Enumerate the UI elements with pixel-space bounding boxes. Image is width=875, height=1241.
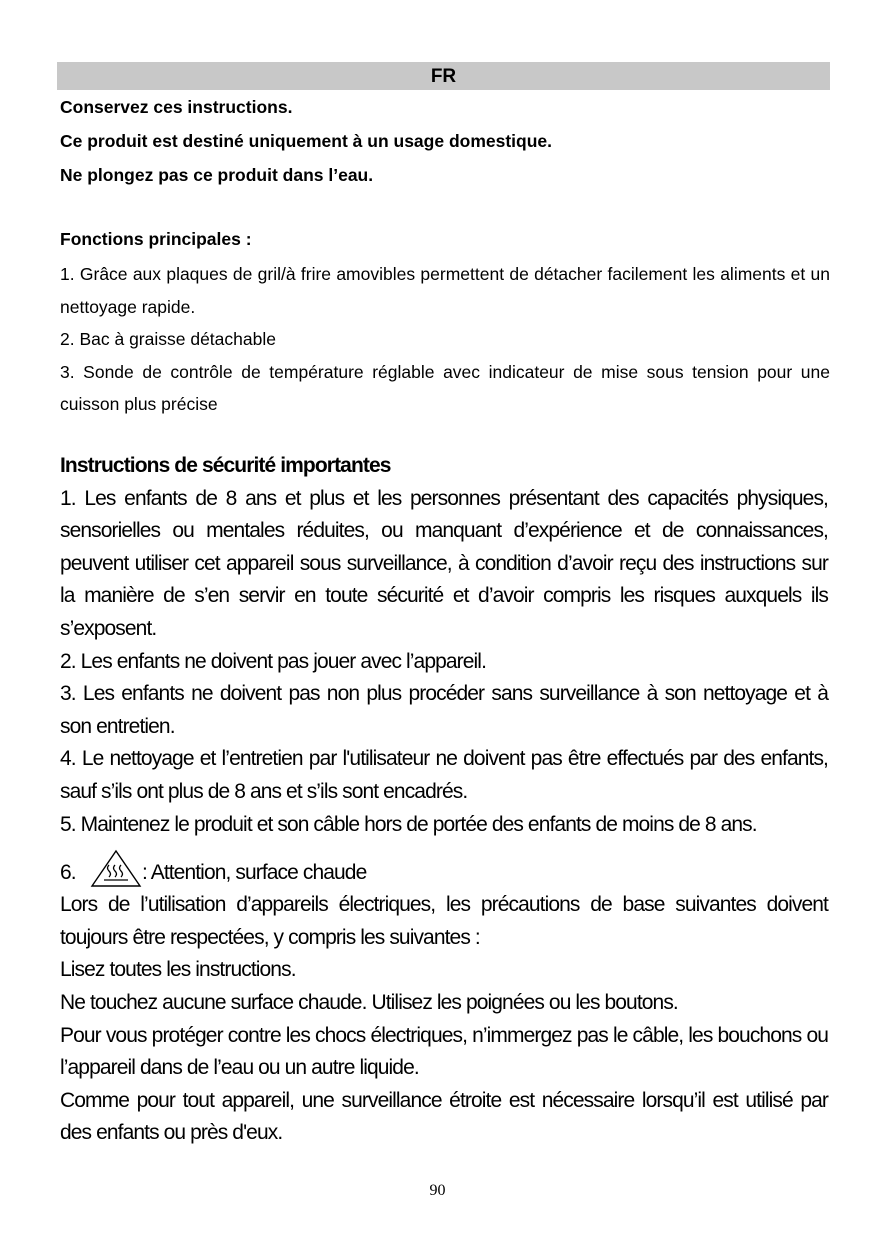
- item-6-text: : Attention, surface chaude: [142, 860, 367, 884]
- language-header-bar: FR: [57, 62, 830, 90]
- functions-title: Fonctions principales :: [60, 229, 252, 249]
- intro-line: Conservez ces instructions.: [60, 97, 293, 117]
- intro-line: Ne plongez pas ce produit dans l’eau.: [60, 165, 374, 185]
- safety-paragraph: Comme pour tout appareil, une surveillance étroite est nécessaire lorsqu’il est utilisé par des enfants ou près d'eux.: [60, 1088, 828, 1145]
- intro-block: [60, 94, 830, 196]
- safety-paragraph: Lisez toutes les instructions.: [60, 958, 296, 982]
- safety-section: [60, 450, 828, 1150]
- safety-item: 2. Les enfants ne doivent pas jouer avec l’appareil.: [60, 649, 487, 673]
- safety-paragraph: Pour vous protéger contre les chocs électriques, n’immergez pas le câble, les bouchons ou l’appareil dans de l’eau ou un autre liquide.: [60, 1023, 828, 1080]
- page-number: 90: [429, 1182, 446, 1199]
- hot-surface-warning-icon: [90, 849, 142, 889]
- intro-line: Ce produit est destiné uniquement à un usage domestique.: [60, 131, 553, 151]
- safety-item: 3. Les enfants ne doivent pas non plus procéder sans surveillance à son nettoyage et à son entretien.: [60, 682, 828, 738]
- safety-item: 1. Les enfants de 8 ans et plus et les personnes présentant des capacités physiques, sensorielles ou mentales réduites, ou manquant d’expérience et de connaissances, peuvent utiliser cet appareil sous surveillance, à condition d’avoir reçu des instructions sur la manière de s’en servir en toute sécurité et d’avoir compris les risques auxquels ils s’exposent.: [60, 486, 828, 640]
- safety-item-6: [60, 849, 828, 889]
- function-item: 1. Grâce aux plaques de gril/à frire amovibles permettent de détacher facilement les aliments et un nettoyage rapide.: [60, 264, 830, 317]
- safety-paragraph: Lors de l’utilisation d’appareils électriques, les précautions de base suivantes doivent toujours être respectées, y compris les suivantes :: [60, 893, 828, 949]
- function-item: 3. Sonde de contrôle de température réglable avec indicateur de mise sous tension pour une cuisson plus précise: [60, 361, 830, 414]
- function-item: 2. Bac à graisse détachable: [60, 329, 276, 349]
- safety-item: 5. Maintenez le produit et son câble hors de portée des enfants de moins de 8 ans.: [60, 812, 757, 836]
- safety-paragraph: Ne touchez aucune surface chaude. Utilisez les poignées ou les boutons.: [60, 990, 678, 1014]
- main-functions-section: [60, 226, 830, 421]
- item-6-number: 6.: [60, 860, 76, 884]
- safety-item: 4. Le nettoyage et l’entretien par l'utilisateur ne doivent pas être effectués par des enfants, sauf s’ils ont plus de 8 ans et s’ils sont encadrés.: [60, 747, 828, 803]
- safety-title: Instructions de sécurité importantes: [60, 454, 391, 477]
